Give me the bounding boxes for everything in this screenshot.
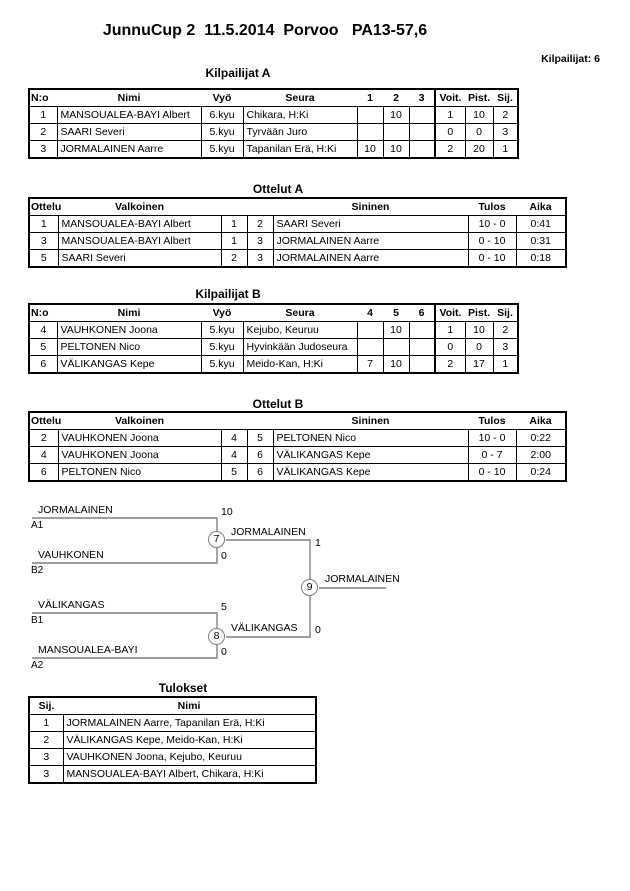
cell: 3 [29,766,63,784]
cell: 10 [383,356,409,374]
cell: 4 [221,430,247,447]
cell: Tapanilan Erä, H:Ki [243,141,357,159]
cell: MANSOUALEA-BAYI Albert, Chikara, H:Ki [63,766,316,784]
cell: 0 - 10 [468,464,516,482]
cell: VÄLIKANGAS Kepe [273,464,468,482]
bracket-sf1-winner-name: JORMALAINEN [231,526,306,538]
cell: 0 - 10 [468,233,516,250]
cell: 2 [221,250,247,268]
cell: MANSOUALEA-BAYI Albert [58,233,221,250]
column-header: Voit. [435,304,465,322]
cell: SAARI Severi [273,216,468,233]
column-header: Sininen [273,198,468,216]
cell: 5.kyu [201,356,243,374]
heading-ottelut-a: Ottelut A [252,182,304,196]
cell: 0:24 [516,464,566,482]
bracket-sf2-bottom-seed: A2 [31,660,44,671]
table-tulokset [28,696,317,784]
cell: 10 - 0 [468,216,516,233]
cell: Kejubo, Keuruu [243,322,357,339]
cell: 2 [435,356,465,374]
cell: 0:41 [516,216,566,233]
cell: Meido-Kan, H:Ki [243,356,357,374]
cell: Hyvinkään Judoseura [243,339,357,356]
cell: 0:31 [516,233,566,250]
column-header: Sij. [29,697,63,715]
cell: 1 [435,107,465,124]
cell: 3 [247,250,273,268]
cell: 6 [247,447,273,464]
column-header: Seura [243,304,357,322]
column-header: Sij. [493,89,518,107]
cell: MANSOUALEA-BAYI Albert [57,107,201,124]
cell: 5 [221,464,247,482]
cell: Tyrvään Juro [243,124,357,141]
bracket-sf2-top-seed: B1 [31,615,44,626]
bracket-sf1-bottom-name: VAUHKONEN [38,549,104,561]
cell: 5 [29,250,58,268]
column-header: Sij. [493,304,518,322]
cell: 10 - 0 [468,430,516,447]
cell: Chikara, H:Ki [243,107,357,124]
cell: JORMALAINEN Aarre [273,233,468,250]
cell: 6 [29,464,58,482]
table-row [29,715,316,732]
cell: 0 [435,339,465,356]
cell: 3 [493,124,518,141]
cell: VAUHKONEN Joona [58,430,221,447]
bracket-sf2-top-name: VÄLIKANGAS [38,599,105,611]
column-header: 6 [409,304,435,322]
column-header: 2 [383,89,409,107]
cell: 5.kyu [201,124,243,141]
cell: 3 [493,339,518,356]
cell: 10 [383,322,409,339]
cell: 1 [29,216,58,233]
bracket-sf2-bottom-score: 0 [221,646,227,658]
column-header: Nimi [57,304,201,322]
cell: 5 [247,430,273,447]
heading-ottelut-b: Ottelut B [252,397,304,411]
column-header: Aika [516,198,566,216]
cell: 0:22 [516,430,566,447]
column-header: Ottelu [29,198,58,216]
cell: 2 [29,124,57,141]
cell: 3 [29,233,58,250]
cell: 2 [247,216,273,233]
cell: 5.kyu [201,141,243,159]
cell: 10 [465,322,493,339]
cell: 7 [357,356,383,374]
cell: 0 [465,339,493,356]
cell: JORMALAINEN Aarre [57,141,201,159]
cell: JORMALAINEN Aarre, Tapanilan Erä, H:Ki [63,715,316,732]
cell: 1 [221,216,247,233]
cell: 2 [435,141,465,159]
heading-kilpailijat-b: Kilpailijat B [195,287,261,301]
cell: VAUHKONEN Joona [58,447,221,464]
cell: 1 [221,233,247,250]
bracket-sf2-top-score: 5 [221,601,227,613]
column-header: Vyö [201,304,243,322]
cell: MANSOUALEA-BAYI Albert [58,216,221,233]
bracket-sf2-winner-name: VÄLIKANGAS [231,622,298,634]
column-header: Seura [243,89,357,107]
cell: 2 [493,322,518,339]
cell: 5.kyu [201,339,243,356]
cell: 20 [465,141,493,159]
bracket-final-winner-name: JORMALAINEN [325,573,400,585]
cell: 1 [493,141,518,159]
column-header: N:o [29,89,57,107]
cell: 1 [493,356,518,374]
cell: 1 [29,107,57,124]
cell: 2 [29,430,58,447]
heading-kilpailijat-a: Kilpailijat A [205,66,271,80]
cell: 2 [493,107,518,124]
cell: VÄLIKANGAS Kepe [57,356,201,374]
cell: 3 [29,141,57,159]
column-header: Pist. [465,304,493,322]
cell: SAARI Severi [58,250,221,268]
cell: 17 [465,356,493,374]
cell: 1 [435,322,465,339]
column-header: 5 [383,304,409,322]
column-header: N:o [29,304,57,322]
cell: 6 [247,464,273,482]
cell: 10 [383,107,409,124]
match-7-circle: 7 [208,531,225,548]
cell: 4 [29,447,58,464]
match-8-circle: 8 [208,628,225,645]
cell: 5.kyu [201,322,243,339]
cell: 6.kyu [201,107,243,124]
cell: 0:18 [516,250,566,268]
cell: 2 [29,732,63,749]
table-row [29,766,316,784]
cell: 0 [435,124,465,141]
bracket-sf2-bottom-name: MANSOUALEA-BAYI [38,644,138,656]
column-header: Voit. [435,89,465,107]
bracket-sf1-top-seed: A1 [31,520,44,531]
cell: 10 [383,141,409,159]
cell: VÄLIKANGAS Kepe [273,447,468,464]
cell: PELTONEN Nico [58,464,221,482]
bracket-sf1-winner-score: 1 [315,537,321,549]
bracket-sf2-winner-score: 0 [315,624,321,636]
bracket-sf1-top-score: 10 [221,506,233,518]
column-header: Valkoinen [58,412,221,430]
competitors-count: Kilpailijat: 6 [541,53,600,65]
cell: 0 [465,124,493,141]
column-header: 3 [409,89,435,107]
cell: 6 [29,356,57,374]
column-header: Nimi [57,89,201,107]
cell: 0 - 7 [468,447,516,464]
cell: VAUHKONEN Joona, Kejubo, Keuruu [63,749,316,766]
match-9-circle: 9 [301,579,318,596]
column-header: Aika [516,412,566,430]
column-header: Sininen [273,412,468,430]
column-header: 1 [357,89,383,107]
cell: JORMALAINEN Aarre [273,250,468,268]
cell: 3 [247,233,273,250]
bracket-sf1-bottom-seed: B2 [31,565,44,576]
cell: PELTONEN Nico [57,339,201,356]
cell: SAARI Severi [57,124,201,141]
column-header: Nimi [63,697,316,715]
cell: VAUHKONEN Joona [57,322,201,339]
header-row [29,697,316,715]
table-row [29,732,316,749]
column-header: Tulos [468,412,516,430]
table-row [29,749,316,766]
cell: 0 - 10 [468,250,516,268]
bracket-sf1-top-name: JORMALAINEN [38,504,113,516]
column-header: Ottelu [29,412,58,430]
cell: 4 [29,322,57,339]
cell: 10 [465,107,493,124]
cell: 10 [357,141,383,159]
cell: 2:00 [516,447,566,464]
cell: 5 [29,339,57,356]
column-header: Valkoinen [58,198,221,216]
cell: 3 [29,749,63,766]
cell: VÄLIKANGAS Kepe, Meido-Kan, H:Ki [63,732,316,749]
column-header: Vyö [201,89,243,107]
column-header: Tulos [468,198,516,216]
cell: PELTONEN Nico [273,430,468,447]
heading-tulokset: Tulokset [158,681,208,695]
bracket-sf1-bottom-score: 0 [221,550,227,562]
page-title: JunnuCup 2 11.5.2014 Porvoo PA13-57,6 [102,22,428,39]
cell: 1 [29,715,63,732]
column-header: Pist. [465,89,493,107]
cell: 4 [221,447,247,464]
column-header: 4 [357,304,383,322]
